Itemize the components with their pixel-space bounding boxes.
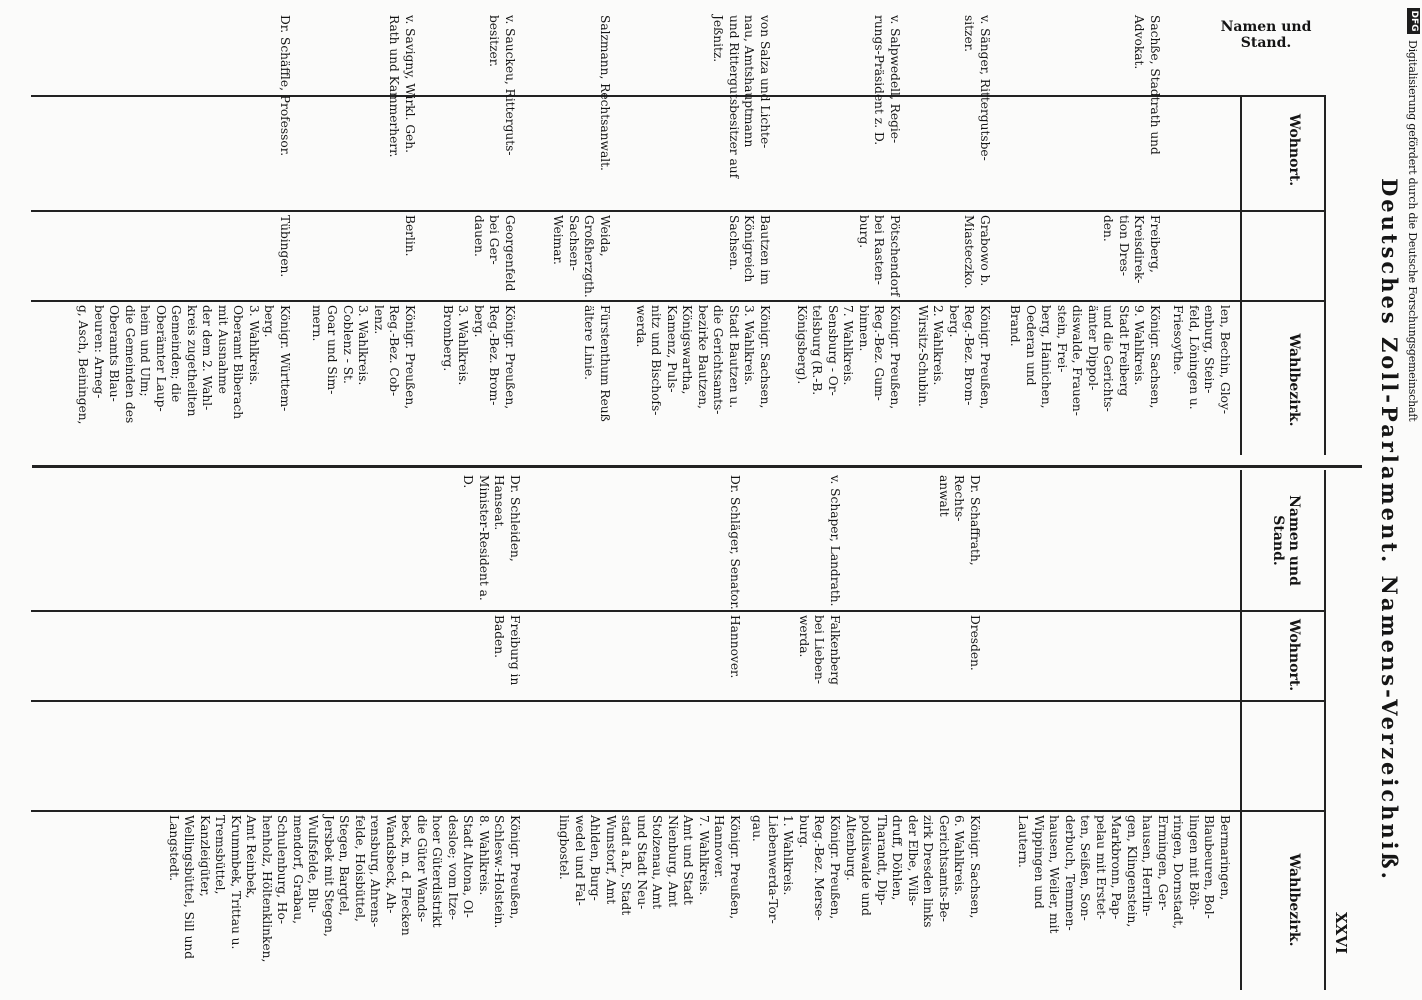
- column-rule: [31, 700, 1326, 702]
- residence-cell: Georgenfeld bei Ger- dauen.: [472, 215, 517, 292]
- page-title: Deutsches Zoll-Parlament. Namens-Verzeichniß.: [1377, 178, 1402, 882]
- district-cell: len, Bechin, Gloy- enburg, Stein- feld, Löningen u. Friesoythe.: [1171, 305, 1232, 415]
- district-cell: Königr. Sachsen, 9. Wahlkreis. Stadt Freiberg und die Gerichts- ämter Dippol- diswalde, Frauen- stein, Frei- berg, Hainichen, Oederan und Brand.: [1008, 305, 1162, 416]
- name-cell: v. Schaper, Landrath.: [828, 475, 842, 607]
- name-cell: v. Sänger, Rittergutsbe- sitzer.: [962, 15, 992, 161]
- column-rule: [31, 810, 1326, 812]
- header-top-rule: [1325, 95, 1327, 455]
- district-cell: Königr. Preußen, Hannover. 7. Wahlkreis. Amt und Stadt Nienburg, Amt Stolzenau, Amt und Stadt Neu- stadt a.R., Stadt Wunstorf, Amt Ahlden, Burg- wedel und Fal- lingbostel.: [557, 815, 742, 920]
- column-rule: [31, 210, 1326, 212]
- header-district: Wahlbezirk.: [1286, 853, 1302, 947]
- name-cell: Dr. Schleiden, Hanseat. Minister-Resident a. D.: [461, 475, 522, 601]
- residence-cell: Grabowo b. Miasteczko.: [962, 215, 992, 289]
- district-cell: Königr. Sachsen, 6. Wahlkreis. Gerichtsamts-Be- zirk Dresden links der Elbe, Wils- druff, Döhlen, Tharandt, Dip- poldiswalde und Altenburg.: [844, 815, 982, 928]
- header-bottom-rule: [1241, 95, 1243, 455]
- district-cell: Königr. Preußen, Schlesw.-Holstein. 8. Wahlkreis. Stadt Altona, Ol- desloe; vom Itze- hoer Güterdistrikt die Güter Wands- beck, m. d. Flecken Wandsbeck, Ah- rensburg, Ahrens- felde, Hoisbüttel, Stegen, Bargtel, Jersbek mit Stegen, Wulfsfelde, Blu- mendorf, Grabau, Schulenburg, Ho- henholz, Höltenklinken, Amt Reinbek, Krummbek, Trittau u. Tremsbüttel, Kanzleigüter, Wellingsbüttel, Sill und Langstedt.: [167, 815, 522, 963]
- district-cell: Königr. Württem- berg. 3. Wahlkreis. Oberamt Biberach mit Ausnahme der dem 2. Wahl- kreis zugetheilten Gemeinden; die Oberämter Laup- heim und Ulm; die Gemeinden des Oberamts Blau- beuren: Arneg- g, Asch, Beiningen,: [76, 305, 292, 425]
- residence-cell: Weida, Großherzgth. Sachsen- Weimar.: [551, 215, 612, 298]
- district-cell: Königr. Preußen, Reg.-Bez. Brom- berg. 2. Wahlkreis. Wirsitz-Schubin.: [916, 305, 992, 410]
- name-cell: v. Salpwedell, Regie- rungs-Präsident z. D.: [872, 15, 902, 146]
- name-cell: v. Sauckeu, Ritterguts- besitzer.: [487, 15, 517, 156]
- header-top-rule: [1325, 470, 1327, 990]
- name-cell: von Salza und Lichte- nau, Amtshauptmann und Rittergutsbesitzer auf Jeßnitz.: [711, 15, 772, 179]
- residence-cell: Bautzen im Königreich Sachsen.: [727, 215, 772, 285]
- residence-cell: Freiburg in Baden.: [492, 615, 522, 686]
- name-cell: Dr. Schäffle, Professor.: [278, 15, 292, 157]
- residence-cell: Pötschendorf bei Rasten- burg.: [857, 215, 902, 297]
- district-cell: Königr. Sachsen, 3. Wahlkreis. Stadt Bautzen u. die Gerichtsamts- bezirke Bautzen, Königswartha, Kamenz, Puls- nitz und Bischofs- werda.: [634, 305, 772, 416]
- page-center-rule: [32, 465, 1362, 468]
- header-residence: Wohnort.: [1286, 618, 1302, 692]
- name-cell: Dr. Schläger, Senator.: [728, 475, 742, 610]
- column-rule: [31, 610, 1326, 612]
- residence-cell: Berlin.: [403, 215, 417, 257]
- district-cell: Bermaringen, Blaubeuren, Bol- lingen mit Böh- ringen, Dornstadt, Ermingen, Ger- hausen, Herrlin- gen, Klingenstein, Markbronn, Pap- pelau mit Erstet- ten, Seißen, Son- derbuch, Temmen- hausen, Weiler, mit Wippingen und Lautern.: [1016, 815, 1232, 934]
- district-cell: Königr. Preußen, Reg.-Bez. Gum- binnen. 7. Wahlkreis. Sensburg - Or- telsburg (R.-B. Königsberg).: [795, 305, 902, 410]
- residence-cell: Tübingen.: [278, 215, 292, 278]
- digitization-watermark: Digitalisierung gefördert durch die Deutsche Forschungsgemeinschaft: [1406, 40, 1419, 422]
- residence-cell: Freiberg, Kreisdirek- tion Dres- den.: [1101, 215, 1162, 284]
- name-cell: Salzmann, Rechtsanwalt.: [598, 15, 612, 171]
- name-cell: Sachße, Stadtrath und Advokat.: [1132, 15, 1162, 155]
- page-number: XXVI: [1332, 912, 1350, 954]
- name-cell: Dr. Schaffrath, Rechts- anwalt: [937, 475, 982, 566]
- header-bottom-rule: [1241, 470, 1243, 990]
- dfg-logo: DFG: [1407, 8, 1420, 34]
- header-name: Namen und Stand.: [1220, 19, 1312, 51]
- residence-cell: Falkenberg bei Lieben- werda.: [797, 615, 842, 685]
- header-district: Wahlbezirk.: [1286, 333, 1302, 427]
- name-cell: v. Savigny, Wirkl. Geh. Rath und Kammerherr.: [387, 15, 417, 158]
- district-cell: Fürstenthum Reuß ältere Linie.: [582, 305, 612, 422]
- header-residence: Wohnort.: [1286, 113, 1302, 187]
- column-rule: [31, 300, 1326, 302]
- district-cell: Königr. Preußen, Reg.-Bez. Merse- burg. 1. Wahlkreis. Liebenwerda-Tor- gau.: [750, 815, 842, 924]
- residence-cell: Hannover.: [728, 615, 742, 679]
- residence-cell: Dresden.: [968, 615, 982, 671]
- header-name: Namen und Stand.: [1270, 495, 1302, 586]
- district-cell: Königr. Preußen, Reg.-Bez. Cob- lenz. 3. Wahlkreis. Coblenz - St. Goar und Sim- mern.: [310, 305, 417, 410]
- district-cell: Königr. Preußen, Reg.-Bez. Brom- berg. 3. Wahlkreis. Bromberg.: [441, 305, 517, 410]
